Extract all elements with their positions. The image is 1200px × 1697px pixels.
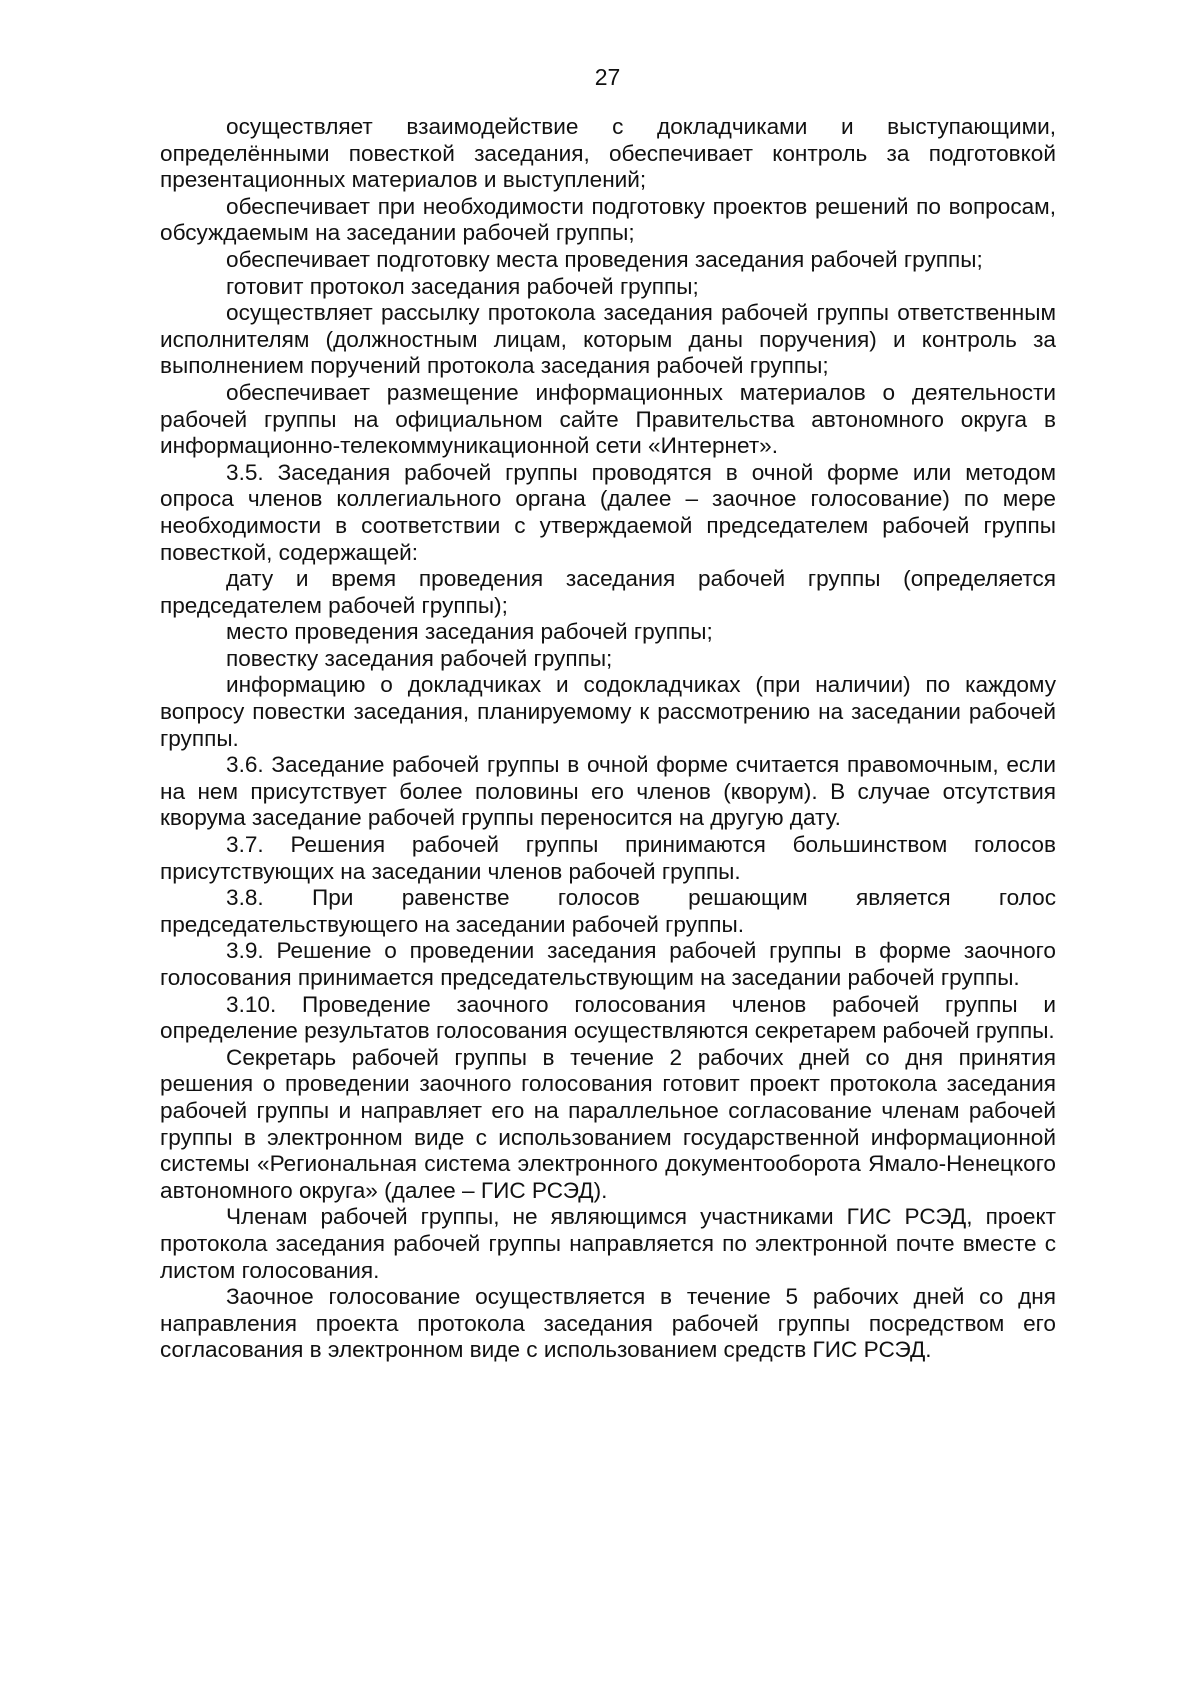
paragraph: осуществляет рассылку протокола заседания рабочей группы ответственным исполнителям (должностным лицам, которым даны поручения) и контроль за выполнением поручений протокола заседания рабочей группы; <box>160 300 1056 379</box>
paragraph: осуществляет взаимодействие с докладчиками и выступающими, определёнными повесткой заседания, обеспечивает контроль за подготовкой презентационных материалов и выступлений; <box>160 114 1056 193</box>
paragraph: 3.8. При равенстве голосов решающим является голос председательствующего на заседании рабочей группы. <box>160 885 1056 937</box>
document-body <box>160 114 1056 1364</box>
paragraph: 3.9. Решение о проведении заседания рабочей группы в форме заочного голосования принимается председательствующим на заседании рабочей группы. <box>160 938 1056 990</box>
paragraph: 3.7. Решения рабочей группы принимаются большинством голосов присутствующих на заседании членов рабочей группы. <box>160 832 1056 884</box>
paragraph: 3.10. Проведение заочного голосования членов рабочей группы и определение результатов голосования осуществляются секретарем рабочей группы. <box>160 991 1056 1044</box>
paragraph: Секретарь рабочей группы в течение 2 рабочих дней со дня принятия решения о проведении заочного голосования готовит проект протокола заседания рабочей группы и направляет его на параллельное согласование членам рабочей группы в электронном виде с использованием государственной информационной системы «Региональная система электронного документооборота Ямало-Ненецкого автономного округа» (далее – ГИС РСЭД). <box>160 1044 1056 1203</box>
paragraph: обеспечивает при необходимости подготовку проектов решений по вопросам, обсуждаемым на заседании рабочей группы; <box>160 193 1056 246</box>
paragraph: 3.6. Заседание рабочей группы в очной форме считается правомочным, если на нем присутствует более половины его членов (кворум). В случае отсутствия кворума заседание рабочей группы переносится на другую дату. <box>160 752 1056 831</box>
paragraph: обеспечивает размещение информационных материалов о деятельности рабочей группы на официальном сайте Правительства автономного округа в информационно-телекоммуникационной сети «Интернет». <box>160 379 1056 459</box>
paragraph: повестку заседания рабочей группы; <box>226 645 613 671</box>
paragraph: дату и время проведения заседания рабочей группы (определяется председателем рабочей группы); <box>160 566 1056 618</box>
paragraph: обеспечивает подготовку места проведения заседания рабочей группы; <box>226 246 983 272</box>
page-number: 27 <box>594 64 621 90</box>
paragraph: Членам рабочей группы, не являющимся участниками ГИС РСЭД, проект протокола заседания рабочей группы направляется по электронной почте вместе с листом голосования. <box>160 1204 1056 1283</box>
paragraph: информацию о докладчиках и содокладчиках (при наличии) по каждому вопросу повестки заседания, планируемому к рассмотрению на заседании рабочей группы. <box>160 672 1056 751</box>
paragraph: Заочное голосование осуществляется в течение 5 рабочих дней со дня направления проекта протокола заседания рабочей группы посредством его согласования в электронном виде с использованием средств ГИС РСЭД. <box>160 1284 1056 1363</box>
paragraph: 3.5. Заседания рабочей группы проводятся в очной форме или методом опроса членов коллегиального органа (далее – заочное голосование) по мере необходимости в соответствии с утверждаемой председателем рабочей группы повесткой, содержащей: <box>160 459 1056 565</box>
paragraph: место проведения заседания рабочей группы; <box>226 619 713 645</box>
paragraph: готовит протокол заседания рабочей группы; <box>226 273 699 299</box>
